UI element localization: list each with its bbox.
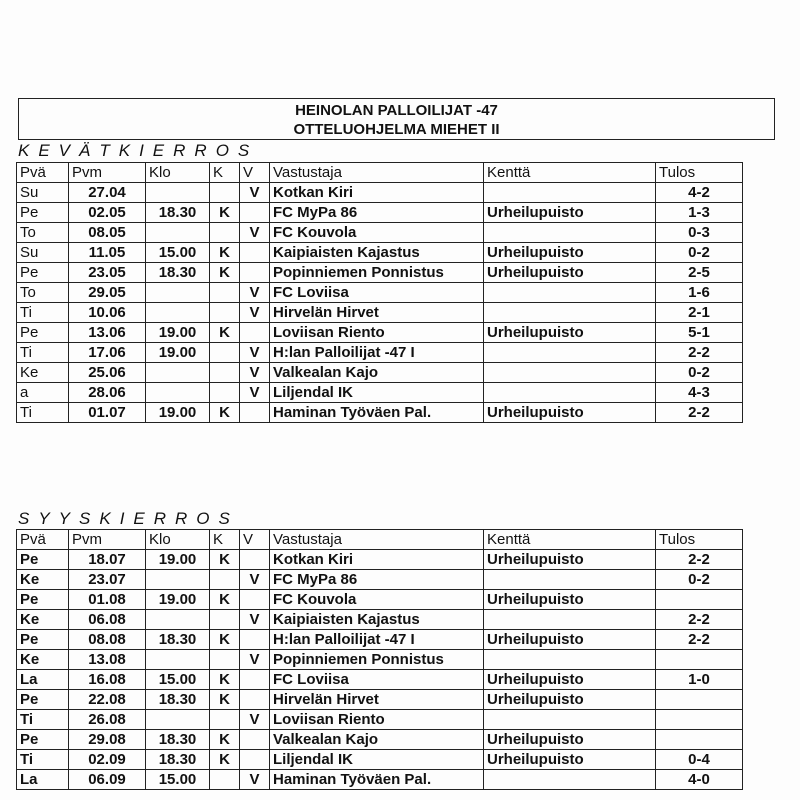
table-row	[17, 610, 743, 630]
date-cell: 08.08	[69, 630, 146, 650]
table-row	[17, 243, 743, 263]
day-cell: Pe	[17, 630, 69, 650]
col-header-date: Pvm	[69, 163, 146, 183]
date-cell: 13.06	[69, 323, 146, 343]
home-cell: K	[210, 670, 240, 690]
day-cell: a	[17, 383, 69, 403]
result-cell	[656, 710, 743, 730]
table-row	[17, 770, 743, 790]
home-cell	[210, 303, 240, 323]
date-cell: 06.08	[69, 610, 146, 630]
result-cell: 0-3	[656, 223, 743, 243]
schedule-subtitle: OTTELUOHJELMA MIEHET II	[293, 121, 500, 138]
away-cell	[240, 403, 270, 423]
away-cell	[240, 550, 270, 570]
date-cell: 11.05	[69, 243, 146, 263]
field-cell: Urheilupuisto	[484, 203, 656, 223]
day-cell: Ke	[17, 570, 69, 590]
away-cell	[240, 690, 270, 710]
away-cell: V	[240, 610, 270, 630]
result-cell: 2-2	[656, 403, 743, 423]
away-cell	[240, 630, 270, 650]
day-cell: Ti	[17, 303, 69, 323]
field-cell: Urheilupuisto	[484, 403, 656, 423]
col-header-opponent: Vastustaja	[270, 163, 484, 183]
opponent-cell: FC Loviisa	[270, 670, 484, 690]
time-cell: 15.00	[146, 243, 210, 263]
date-cell: 13.08	[69, 650, 146, 670]
date-cell: 01.08	[69, 590, 146, 610]
result-cell	[656, 730, 743, 750]
opponent-cell: Popinniemen Ponnistus	[270, 263, 484, 283]
opponent-cell: Haminan Työväen Pal.	[270, 770, 484, 790]
date-cell: 01.07	[69, 403, 146, 423]
col-header-time: Klo	[146, 163, 210, 183]
field-cell	[484, 283, 656, 303]
time-cell	[146, 303, 210, 323]
day-cell: Su	[17, 243, 69, 263]
table-row	[17, 403, 743, 423]
time-cell: 15.00	[146, 670, 210, 690]
opponent-cell: Loviisan Riento	[270, 710, 484, 730]
result-cell: 5-1	[656, 323, 743, 343]
table-row	[17, 283, 743, 303]
away-cell: V	[240, 183, 270, 203]
opponent-cell: Hirvelän Hirvet	[270, 690, 484, 710]
date-cell: 02.09	[69, 750, 146, 770]
field-cell: Urheilupuisto	[484, 730, 656, 750]
opponent-cell: Hirvelän Hirvet	[270, 303, 484, 323]
result-cell: 0-2	[656, 363, 743, 383]
home-cell: K	[210, 243, 240, 263]
field-cell: Urheilupuisto	[484, 323, 656, 343]
opponent-cell: Popinniemen Ponnistus	[270, 650, 484, 670]
home-cell: K	[210, 203, 240, 223]
opponent-cell: Haminan Työväen Pal.	[270, 403, 484, 423]
home-cell	[210, 383, 240, 403]
date-cell: 10.06	[69, 303, 146, 323]
opponent-cell: FC Kouvola	[270, 223, 484, 243]
home-cell	[210, 570, 240, 590]
date-cell: 28.06	[69, 383, 146, 403]
col-header-away: V	[240, 530, 270, 550]
result-cell: 4-3	[656, 383, 743, 403]
field-cell	[484, 770, 656, 790]
time-cell	[146, 283, 210, 303]
field-cell: Urheilupuisto	[484, 630, 656, 650]
away-cell: V	[240, 770, 270, 790]
time-cell	[146, 223, 210, 243]
table-row	[17, 730, 743, 750]
time-cell	[146, 570, 210, 590]
opponent-cell: Valkealan Kajo	[270, 730, 484, 750]
spring-schedule-table	[16, 162, 743, 423]
table-row	[17, 343, 743, 363]
home-cell: K	[210, 590, 240, 610]
date-cell: 25.06	[69, 363, 146, 383]
home-cell: K	[210, 323, 240, 343]
time-cell	[146, 610, 210, 630]
day-cell: Pe	[17, 730, 69, 750]
away-cell	[240, 730, 270, 750]
day-cell: To	[17, 283, 69, 303]
away-cell: V	[240, 303, 270, 323]
col-header-date: Pvm	[69, 530, 146, 550]
away-cell	[240, 323, 270, 343]
col-header-field: Kenttä	[484, 163, 656, 183]
time-cell: 18.30	[146, 690, 210, 710]
result-cell: 2-5	[656, 263, 743, 283]
date-cell: 22.08	[69, 690, 146, 710]
home-cell	[210, 183, 240, 203]
day-cell: La	[17, 670, 69, 690]
day-cell: Pe	[17, 550, 69, 570]
day-cell: Pe	[17, 323, 69, 343]
result-cell: 4-0	[656, 770, 743, 790]
club-title: HEINOLAN PALLOILIJAT -47	[295, 102, 498, 119]
day-cell: Ti	[17, 710, 69, 730]
table-row	[17, 183, 743, 203]
field-cell: Urheilupuisto	[484, 690, 656, 710]
table-row	[17, 650, 743, 670]
home-cell	[210, 283, 240, 303]
col-header-day: Pvä	[17, 530, 69, 550]
table-row	[17, 303, 743, 323]
date-cell: 08.05	[69, 223, 146, 243]
home-cell	[210, 223, 240, 243]
day-cell: Ti	[17, 750, 69, 770]
result-cell: 4-2	[656, 183, 743, 203]
home-cell	[210, 343, 240, 363]
home-cell	[210, 363, 240, 383]
col-header-result: Tulos	[656, 530, 743, 550]
table-row	[17, 223, 743, 243]
away-cell: V	[240, 363, 270, 383]
opponent-cell: H:lan Palloilijat -47 I	[270, 343, 484, 363]
opponent-cell: Kaipiaisten Kajastus	[270, 610, 484, 630]
autumn-round-title: SYYSKIERROS	[18, 509, 239, 528]
date-cell: 23.07	[69, 570, 146, 590]
opponent-cell: FC MyPa 86	[270, 203, 484, 223]
date-cell: 29.05	[69, 283, 146, 303]
table-header-row	[17, 163, 743, 183]
day-cell: Su	[17, 183, 69, 203]
field-cell	[484, 183, 656, 203]
result-cell: 1-0	[656, 670, 743, 690]
field-cell	[484, 650, 656, 670]
field-cell	[484, 710, 656, 730]
home-cell: K	[210, 750, 240, 770]
spring-round-title: KEVÄTKIERROS	[18, 141, 259, 160]
table-row	[17, 690, 743, 710]
away-cell	[240, 203, 270, 223]
away-cell	[240, 670, 270, 690]
field-cell: Urheilupuisto	[484, 243, 656, 263]
away-cell	[240, 263, 270, 283]
table-row	[17, 670, 743, 690]
col-header-day: Pvä	[17, 163, 69, 183]
opponent-cell: Kotkan Kiri	[270, 550, 484, 570]
day-cell: Ke	[17, 610, 69, 630]
date-cell: 27.04	[69, 183, 146, 203]
col-header-away: V	[240, 163, 270, 183]
field-cell	[484, 303, 656, 323]
table-row	[17, 263, 743, 283]
time-cell: 19.00	[146, 323, 210, 343]
field-cell	[484, 223, 656, 243]
time-cell: 18.30	[146, 263, 210, 283]
home-cell: K	[210, 263, 240, 283]
day-cell: Pe	[17, 203, 69, 223]
result-cell: 2-2	[656, 610, 743, 630]
col-header-result: Tulos	[656, 163, 743, 183]
col-header-home: K	[210, 530, 240, 550]
time-cell: 18.30	[146, 730, 210, 750]
away-cell: V	[240, 383, 270, 403]
home-cell	[210, 650, 240, 670]
opponent-cell: FC Kouvola	[270, 590, 484, 610]
date-cell: 02.05	[69, 203, 146, 223]
field-cell: Urheilupuisto	[484, 550, 656, 570]
home-cell	[210, 710, 240, 730]
result-cell	[656, 650, 743, 670]
result-cell: 2-1	[656, 303, 743, 323]
time-cell: 19.00	[146, 403, 210, 423]
table-row	[17, 203, 743, 223]
opponent-cell: Loviisan Riento	[270, 323, 484, 343]
day-cell: La	[17, 770, 69, 790]
day-cell: Ke	[17, 650, 69, 670]
opponent-cell: Kaipiaisten Kajastus	[270, 243, 484, 263]
schedule-header	[18, 98, 775, 140]
away-cell: V	[240, 570, 270, 590]
time-cell: 15.00	[146, 770, 210, 790]
away-cell	[240, 750, 270, 770]
time-cell	[146, 363, 210, 383]
table-row	[17, 630, 743, 650]
field-cell: Urheilupuisto	[484, 263, 656, 283]
away-cell: V	[240, 650, 270, 670]
time-cell: 18.30	[146, 750, 210, 770]
result-cell: 2-2	[656, 550, 743, 570]
away-cell	[240, 590, 270, 610]
time-cell: 18.30	[146, 203, 210, 223]
day-cell: Pe	[17, 263, 69, 283]
table-row	[17, 550, 743, 570]
opponent-cell: Kotkan Kiri	[270, 183, 484, 203]
table-row	[17, 323, 743, 343]
field-cell: Urheilupuisto	[484, 670, 656, 690]
time-cell: 19.00	[146, 550, 210, 570]
home-cell: K	[210, 730, 240, 750]
field-cell	[484, 343, 656, 363]
day-cell: Ti	[17, 343, 69, 363]
time-cell	[146, 650, 210, 670]
table-row	[17, 710, 743, 730]
opponent-cell: FC MyPa 86	[270, 570, 484, 590]
field-cell	[484, 363, 656, 383]
time-cell: 19.00	[146, 590, 210, 610]
opponent-cell: Liljendal IK	[270, 383, 484, 403]
field-cell	[484, 570, 656, 590]
away-cell: V	[240, 223, 270, 243]
opponent-cell: H:lan Palloilijat -47 I	[270, 630, 484, 650]
away-cell: V	[240, 343, 270, 363]
field-cell: Urheilupuisto	[484, 750, 656, 770]
time-cell	[146, 183, 210, 203]
opponent-cell: Valkealan Kajo	[270, 363, 484, 383]
col-header-time: Klo	[146, 530, 210, 550]
time-cell: 19.00	[146, 343, 210, 363]
home-cell: K	[210, 630, 240, 650]
result-cell: 1-3	[656, 203, 743, 223]
time-cell	[146, 383, 210, 403]
table-row	[17, 750, 743, 770]
result-cell: 0-2	[656, 570, 743, 590]
field-cell	[484, 383, 656, 403]
date-cell: 17.06	[69, 343, 146, 363]
day-cell: Ke	[17, 363, 69, 383]
date-cell: 23.05	[69, 263, 146, 283]
result-cell	[656, 590, 743, 610]
away-cell: V	[240, 710, 270, 730]
opponent-cell: FC Loviisa	[270, 283, 484, 303]
date-cell: 26.08	[69, 710, 146, 730]
opponent-cell: Liljendal IK	[270, 750, 484, 770]
col-header-opponent: Vastustaja	[270, 530, 484, 550]
home-cell: K	[210, 550, 240, 570]
home-cell	[210, 770, 240, 790]
away-cell	[240, 243, 270, 263]
away-cell: V	[240, 283, 270, 303]
date-cell: 18.07	[69, 550, 146, 570]
table-row	[17, 383, 743, 403]
table-row	[17, 590, 743, 610]
day-cell: To	[17, 223, 69, 243]
table-row	[17, 363, 743, 383]
col-header-home: K	[210, 163, 240, 183]
day-cell: Ti	[17, 403, 69, 423]
result-cell: 2-2	[656, 630, 743, 650]
time-cell	[146, 710, 210, 730]
result-cell: 1-6	[656, 283, 743, 303]
field-cell: Urheilupuisto	[484, 590, 656, 610]
result-cell: 0-4	[656, 750, 743, 770]
result-cell	[656, 690, 743, 710]
result-cell: 0-2	[656, 243, 743, 263]
home-cell	[210, 610, 240, 630]
autumn-schedule-table	[16, 529, 743, 790]
field-cell	[484, 610, 656, 630]
col-header-field: Kenttä	[484, 530, 656, 550]
home-cell: K	[210, 403, 240, 423]
table-row	[17, 570, 743, 590]
time-cell: 18.30	[146, 630, 210, 650]
table-header-row	[17, 530, 743, 550]
date-cell: 06.09	[69, 770, 146, 790]
date-cell: 16.08	[69, 670, 146, 690]
result-cell: 2-2	[656, 343, 743, 363]
home-cell: K	[210, 690, 240, 710]
day-cell: Pe	[17, 690, 69, 710]
date-cell: 29.08	[69, 730, 146, 750]
day-cell: Pe	[17, 590, 69, 610]
